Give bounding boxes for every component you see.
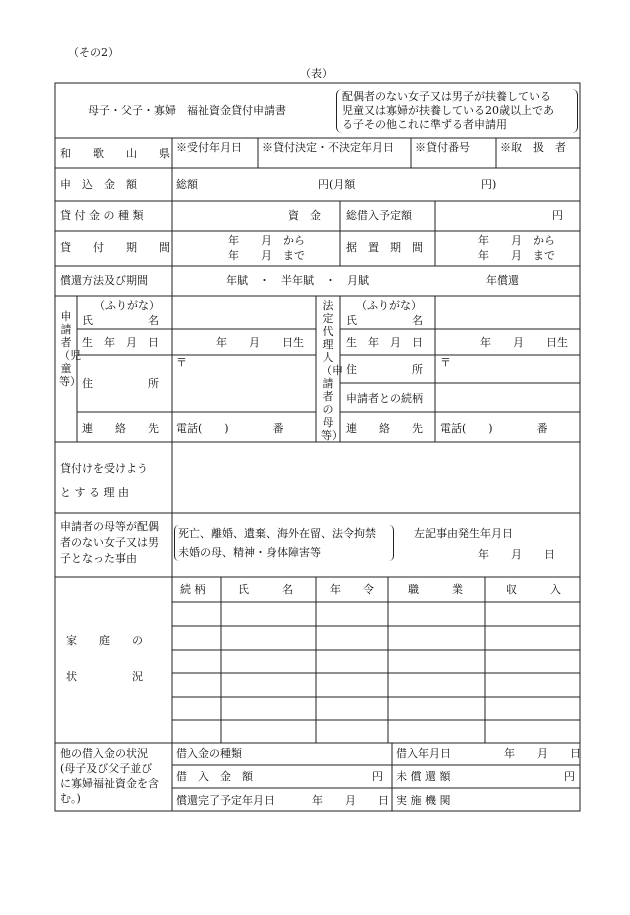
applicant-name-label: 氏 名 [82,314,159,327]
loan-type-label: 貸 付 金 の 種 類 [60,209,144,222]
guardian-vertical-label: 法定代理人（申請者の母等） [321,299,343,442]
status-options-1: 死亡、離婚、遺棄、海外在留、法令拘禁 [178,527,376,540]
other-loans-label-4: む。) [60,792,81,805]
loan-date-label: 借入年月日 [396,747,451,760]
front-side-mark: （表） [300,67,333,80]
other-loans-label-1: 他の借入金の状況 [60,747,148,760]
guardian-name-label: 氏 名 [346,314,423,327]
bracket-line-3: る子その他これに準ずる者申請用 [342,118,507,131]
status-occur-label: 左記事由発生年月日 [414,527,513,540]
reason-label-2: と す る 理 由 [60,486,129,499]
application-amount-label: 申 込 金 額 [60,178,137,191]
repayment-years: 年償還 [486,274,519,287]
applicant-dob-value: 年 月 日生 [216,336,304,349]
family-label-1: 家 庭 の [66,634,143,647]
period-from: 年 月 から [228,234,305,247]
guardian-contact-label: 連 絡 先 [346,422,423,435]
family-label-2: 状 況 [66,670,143,683]
total-planned-label: 総借入予定額 [346,209,412,222]
repayment-methods: 年賦 ・ 半年賦 ・ 月賦 [226,274,369,287]
decision-date-label: ※貸付決定・不決定年月日 [262,141,394,154]
family-header-name: 氏 名 [238,583,293,596]
total-label: 総額 [176,178,198,191]
applicant-vertical-label: 申請者（児童等） [59,310,81,388]
loan-period-label: 貸 付 期 間 [60,241,170,254]
guardian-dob-label: 生 年 月 日 [346,336,423,349]
repayment-label: 償還方法及び期間 [60,274,148,287]
fund-label: 資 金 [288,209,321,222]
unpaid-label: 未 償 還 額 [396,770,451,783]
other-loans-label-2: (母子及び父子並び [60,762,153,775]
guardian-furigana-label: （ふりがな） [356,299,422,312]
grace-to: 年 月 まで [478,249,555,262]
guardian-relation-label: 申請者との続柄 [346,392,423,405]
status-label-1: 申請者の母等が配偶 [60,520,159,533]
bracket-line-2: 児童又は寡婦が扶養している20歳以上であ [342,104,554,117]
received-date-label: ※受付年月日 [176,141,242,154]
family-header-relation: 続 柄 [180,583,206,596]
family-header-job: 職 業 [408,583,463,596]
loan-amount-label: 借 入 金 額 [176,770,253,783]
loan-date-value: 年 月 日 [504,747,581,760]
yen-close-label: 円) [481,178,497,191]
monthly-label: 円(月額 [318,178,356,191]
unpaid-yen: 円 [564,770,575,783]
applicant-furigana-label: （ふりがな） [94,299,160,312]
form-title: 母子・父子・寡婦 福祉資金貸付申請書 [88,104,286,117]
applicant-address-label: 住 所 [82,377,159,390]
handler-label: ※取 扱 者 [500,141,566,154]
form-number: （その2） [68,46,119,59]
applicant-phone: 電話( ) 番 [176,422,284,435]
guardian-phone: 電話( ) 番 [440,422,548,435]
loan-kind-label: 借入金の種類 [176,747,242,760]
status-label-3: 子となった事由 [60,552,137,565]
guardian-dob-value: 年 月 日生 [480,336,568,349]
applicant-dob-label: 生 年 月 日 [82,336,159,349]
family-header-income: 収 入 [506,583,561,596]
applicant-contact-label: 連 絡 先 [82,422,159,435]
status-occur-date: 年 月 日 [478,548,555,561]
loan-amount-yen: 円 [372,770,383,783]
applicant-postal-mark: 〒 [176,356,187,369]
prefecture-label: 和 歌 山 県 [60,147,170,160]
yen-label: 円 [552,209,563,222]
completion-date-value: 年 月 日 [312,794,389,807]
period-to: 年 月 まで [228,249,305,262]
guardian-postal-mark: 〒 [440,356,451,369]
bracket-line-1: 配偶者のない女子又は男子が扶養している [342,90,551,103]
status-options-2: 未婚の母、精神・身体障害等 [178,546,321,559]
guardian-address-label: 住 所 [346,363,423,376]
reason-label-1: 貸付けを受けよう [60,462,148,475]
family-header-age: 年 令 [330,583,374,596]
status-label-2: 者のない女子又は男 [60,536,159,549]
grace-from: 年 月 から [478,234,555,247]
completion-date-label: 償還完了予定年月日 [176,794,275,807]
loan-number-label: ※貸付番号 [415,141,470,154]
other-loans-label-3: に寡婦福祉資金を含 [60,777,159,790]
agency-label: 実 施 機 関 [396,794,451,807]
grace-period-label: 据 置 期 間 [346,241,423,254]
